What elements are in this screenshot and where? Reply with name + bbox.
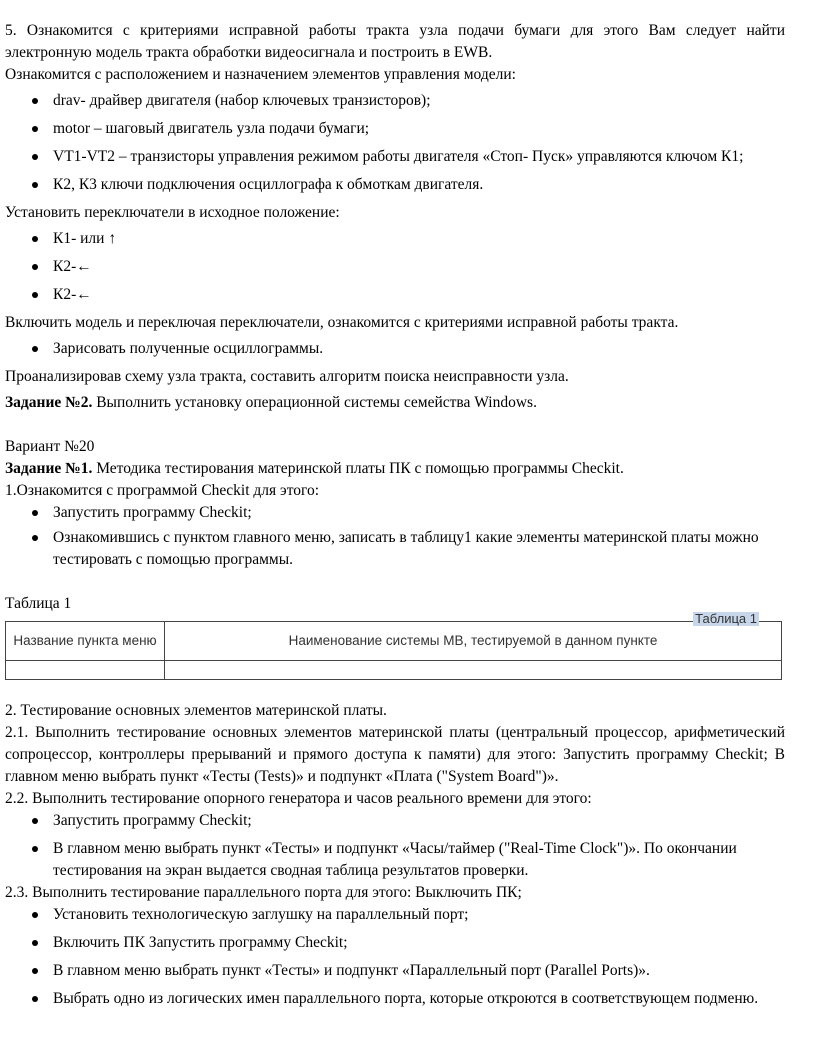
paragraph-step-2-2: 2.2. Выполнить тестирование опорного генератора и часов реального времени для этого: [5,790,592,807]
table-caption: Таблица 1 [5,595,72,612]
list-item: Зарисовать полученные осциллограммы. [5,338,785,360]
task-1-text: Методика тестирования материнской платы ПК с помощью программы Checkit. [92,460,624,477]
list-item: Запустить программу Checkit; [5,810,785,832]
list-step-2-2 [5,810,785,882]
list-item: motor – шаговый двигатель узла подачи бумаги; [5,118,785,140]
list-item: К1- или ↑ [5,228,785,250]
paragraph-step-2-1: 2.1. Выполнить тестирование основных элементов материнской платы (центральный процессор, арифметический сопроцессор, контроллеры прерываний и прямого доступа к памяти) для этого: Запустить программу Checkit; В главном меню выбрать пункт «Тесты (Tests)» и подпункт «Плата ("System Board")». [5,724,785,785]
list-item: Включить ПК Запустить программу Checkit; [5,932,785,954]
list-item: К2, К3 ключи подключения осциллографа к обмоткам двигателя. [5,174,785,196]
paragraph-controls-intro: Ознакомится с расположением и назначением элементов управления модели: [5,66,516,83]
list-item: VT1-VT2 – транзисторы управления режимом работы двигателя «Стоп- Пуск» управляются ключом К1; [5,146,785,168]
table-header-system: Наименование системы МВ, тестируемой в данном пункте [165,622,782,661]
table-row [6,661,782,680]
paragraph-task-1 [5,458,785,480]
task-2-text: Выполнить установку операционной системы семейства Windows. [92,394,537,411]
list-item: В главном меню выбрать пункт «Тесты» и подпункт «Параллельный порт (Parallel Ports)». [5,960,785,982]
paragraph-checkit-intro: 1.Ознакомится с программой Checkit для этого: [5,482,320,499]
list-draw-oscillograms [5,338,785,360]
list-checkit-steps [5,502,785,571]
list-switch-positions [5,228,785,306]
task-1-label: Задание №1. [5,460,93,477]
document-page [5,20,785,1010]
list-item: К2-← [5,256,785,278]
paragraph-analysis: Проанализировав схему узла тракта, составить алгоритм поиска неисправности узла. [5,368,569,385]
table-header-menu-item: Название пункта меню [6,622,165,661]
table-image-caption: Таблица 1 [695,611,757,626]
paragraph-section-2: 2. Тестирование основных элементов материнской платы. [5,702,387,719]
list-item: Выбрать одно из логических имен параллельного порта, которые откроются в соответствующем подменю. [5,988,785,1010]
list-item: Запустить программу Checkit; [5,502,785,524]
task-2-label: Задание №2. [5,394,93,411]
list-item: К2-← [5,284,785,306]
paragraph-step-2-3: 2.3. Выполнить тестирование параллельного порта для этого: Выключить ПК; [5,884,522,901]
menu-items-table [5,621,782,680]
list-item: drav- драйвер двигателя (набор ключевых транзисторов); [5,90,785,112]
table-header-row [6,622,782,661]
list-item: Ознакомившись с пунктом главного меню, записать в таблицу1 какие элементы материнской платы можно тестировать с помощью программы. [5,527,785,571]
list-model-elements [5,90,785,196]
list-item: Установить технологическую заглушку на параллельный порт; [5,904,785,926]
paragraph-task-2 [5,392,785,414]
table-cell [165,661,782,680]
paragraph-step-5: 5. Ознакомится с критериями исправной работы тракта узла подачи бумаги для этого Вам следует найти электронную модель тракта обработки видеосигнала и построить в EWB. [5,22,785,61]
variant-heading: Вариант №20 [5,438,95,455]
table-image [5,611,785,680]
list-item: В главном меню выбрать пункт «Тесты» и подпункт «Часы/таймер ("Real-Time Clock")». По окончании тестирования на экран выдается сводная таблица результатов проверки. [5,838,785,882]
paragraph-switch-setup: Установить переключатели в исходное положение: [5,204,340,221]
paragraph-enable-model: Включить модель и переключая переключатели, ознакомится с критериями исправной работы тракта. [5,314,679,331]
list-step-2-3 [5,904,785,1010]
table-cell [6,661,165,680]
